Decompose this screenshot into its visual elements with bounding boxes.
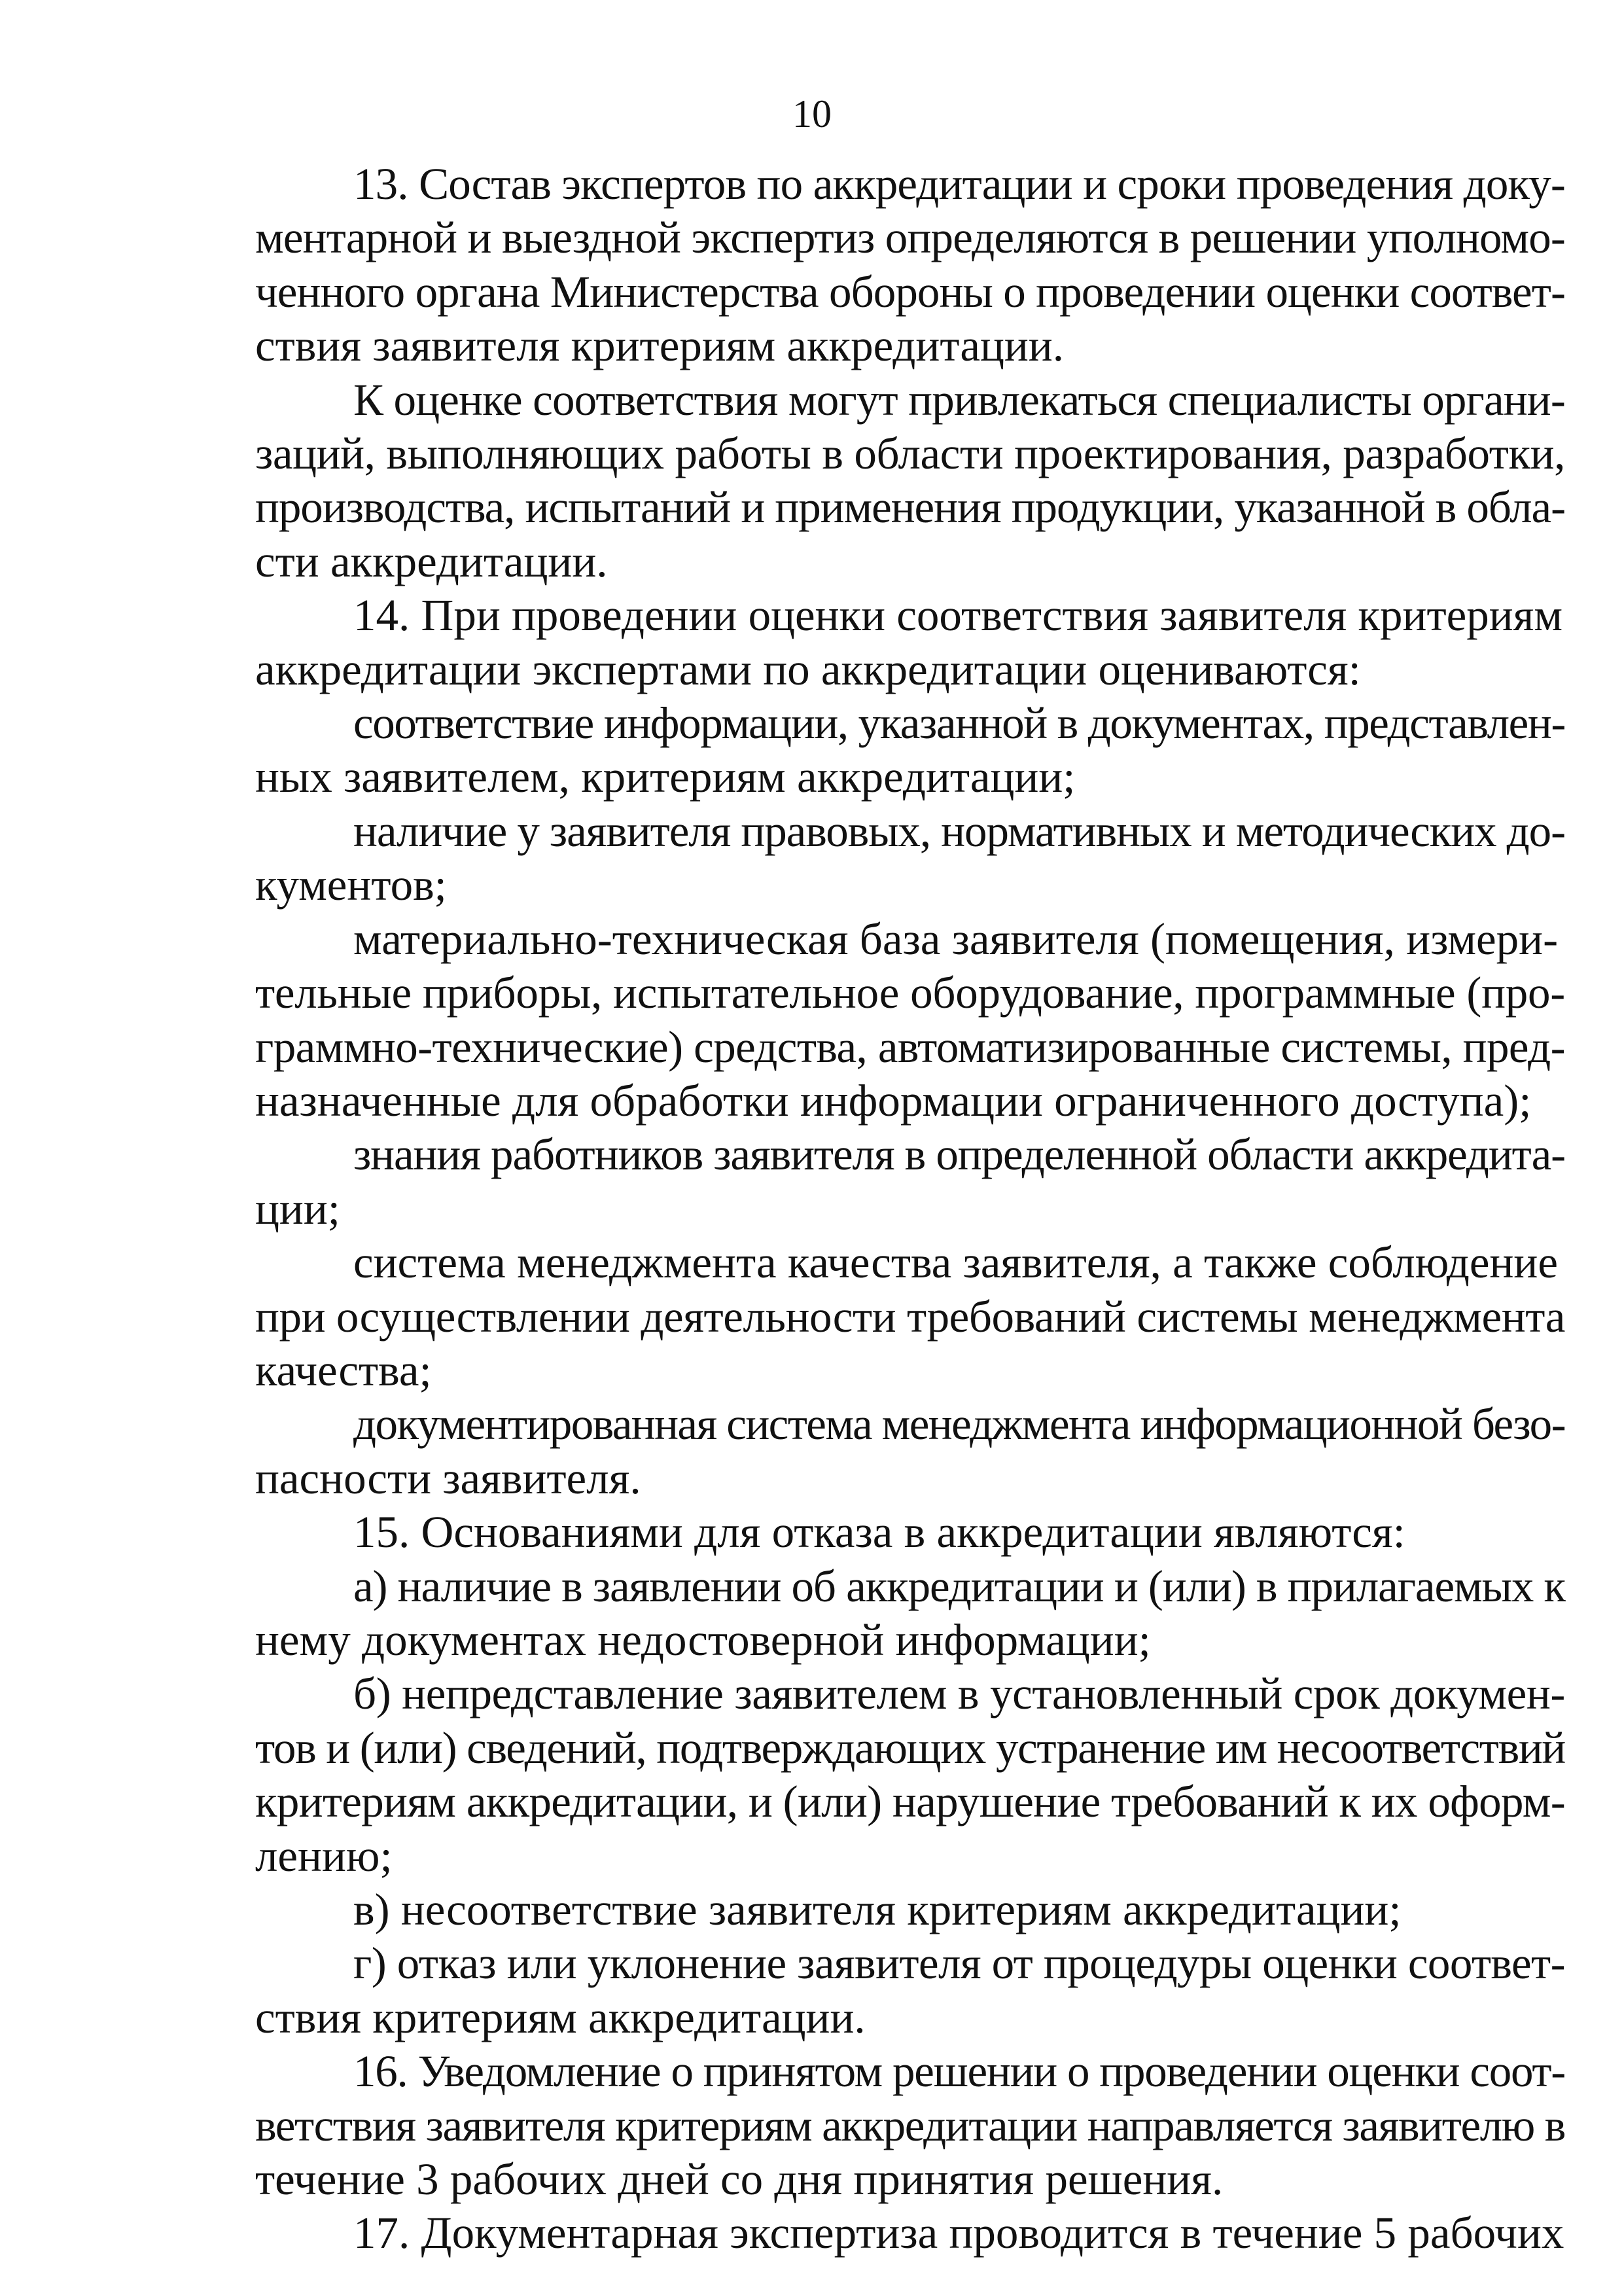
paragraph-line: течение 3 рабочих дней со дня принятия решения.: [255, 2154, 1224, 2205]
paragraph-line: документированная система менеджмента информационной безо-: [353, 1399, 1565, 1450]
paragraph-line: ных заявителем, критериям аккредитации;: [255, 752, 1076, 802]
paragraph-line: аккредитации экспертами по аккредитации оцениваются:: [255, 644, 1361, 694]
paragraph-line: лению;: [255, 1830, 393, 1881]
paragraph-line: в) несоответствие заявителя критериям аккредитации;: [353, 1885, 1402, 1934]
paragraph-line: кументов;: [255, 860, 447, 910]
paragraph-line: система менеджмента качества заявителя, а также соблюдение: [353, 1237, 1558, 1288]
paragraph-line: качества;: [255, 1345, 432, 1395]
paragraph: [157, 912, 1565, 1128]
paragraph-line: 16. Уведомление о принятом решении о проведении оценки соот-: [353, 2046, 1565, 2097]
paragraph-line: ствия критериям аккредитации.: [255, 1992, 866, 2042]
paragraph-line: назначенные для обработки информации ограниченного доступа);: [255, 1075, 1532, 1126]
paragraph: [157, 1505, 1467, 1559]
paragraph-line: ченного органа Министерства обороны о проведении оценки соответ-: [255, 266, 1565, 317]
paragraph: [157, 588, 1563, 696]
paragraph-line: нему документах недостоверной информации;: [255, 1614, 1151, 1665]
paragraph: [157, 1667, 1565, 1883]
paragraph-line: б) непредставление заявителем в установленный срок докумен-: [353, 1669, 1565, 1719]
paragraph-line: сти аккредитации.: [255, 536, 608, 586]
page-number: 10: [792, 92, 832, 135]
paragraph: [157, 373, 1565, 589]
paragraph: [157, 1128, 1565, 1236]
paragraph: [157, 2044, 1565, 2206]
paragraph-line: производства, испытаний и применения продукции, указанной в обла-: [255, 482, 1565, 533]
paragraph-line: при осуществлении деятельности требований системы менеджмента: [255, 1291, 1565, 1342]
paragraph: [157, 1397, 1565, 1505]
paragraph-line: К оценке соответствия могут привлекаться специалисты органи-: [353, 374, 1565, 425]
paragraph: [157, 1559, 1565, 1667]
paragraph: [157, 157, 1565, 373]
paragraph-line: тельные приборы, испытательное оборудование, программные (про-: [255, 968, 1565, 1018]
paragraph: [157, 1883, 1467, 1936]
paragraph-line: г) отказ или уклонение заявителя от процедуры оценки соответ-: [353, 1938, 1565, 1989]
paragraph: [157, 1936, 1565, 2044]
paragraph-line: тов и (или) сведений, подтверждающих устранение им несоответствий: [255, 1722, 1565, 1773]
paragraph: [157, 804, 1565, 912]
paragraph-line: а) наличие в заявлении об аккредитации и (или) в прилагаемых к: [353, 1561, 1565, 1611]
paragraph-line: 13. Состав экспертов по аккредитации и сроки проведения доку-: [353, 159, 1565, 209]
paragraph-line: ветствия заявителя критериям аккредитации направляется заявителю в: [255, 2100, 1565, 2150]
paragraph-line: заций, выполняющих работы в области проектирования, разработки,: [255, 429, 1565, 479]
paragraph-line: ции;: [255, 1183, 340, 1234]
paragraph-line: 14. При проведении оценки соответствия заявителя критериям: [353, 590, 1563, 641]
document-body: [157, 157, 1565, 2260]
paragraph-line: ствия заявителя критериям аккредитации.: [255, 321, 1064, 371]
paragraph-line: ментарной и выездной экспертиз определяются в решении уполномо-: [255, 213, 1565, 263]
paragraph: [157, 1236, 1565, 1397]
paragraph-line: материально-техническая база заявителя (помещения, измери-: [353, 914, 1559, 964]
paragraph: [157, 696, 1565, 804]
paragraph-line: критериям аккредитации, и (или) нарушение требований к их оформ-: [255, 1777, 1565, 1827]
paragraph-line: пасности заявителя.: [255, 1453, 641, 1503]
paragraph-line: граммно-технические) средства, автоматизированные системы, пред-: [255, 1022, 1565, 1072]
paragraph: [157, 2206, 1564, 2260]
paragraph-line: знания работников заявителя в определенной области аккредита-: [353, 1130, 1565, 1180]
paragraph-line: 15. Основаниями для отказа в аккредитации являются:: [353, 1507, 1405, 1557]
paragraph-line: наличие у заявителя правовых, нормативных и методических до-: [353, 806, 1565, 856]
paragraph-line: 17. Документарная экспертиза проводится в течение 5 рабочих: [353, 2208, 1564, 2258]
paragraph-line: соответствие информации, указанной в документах, представлен-: [353, 698, 1565, 749]
